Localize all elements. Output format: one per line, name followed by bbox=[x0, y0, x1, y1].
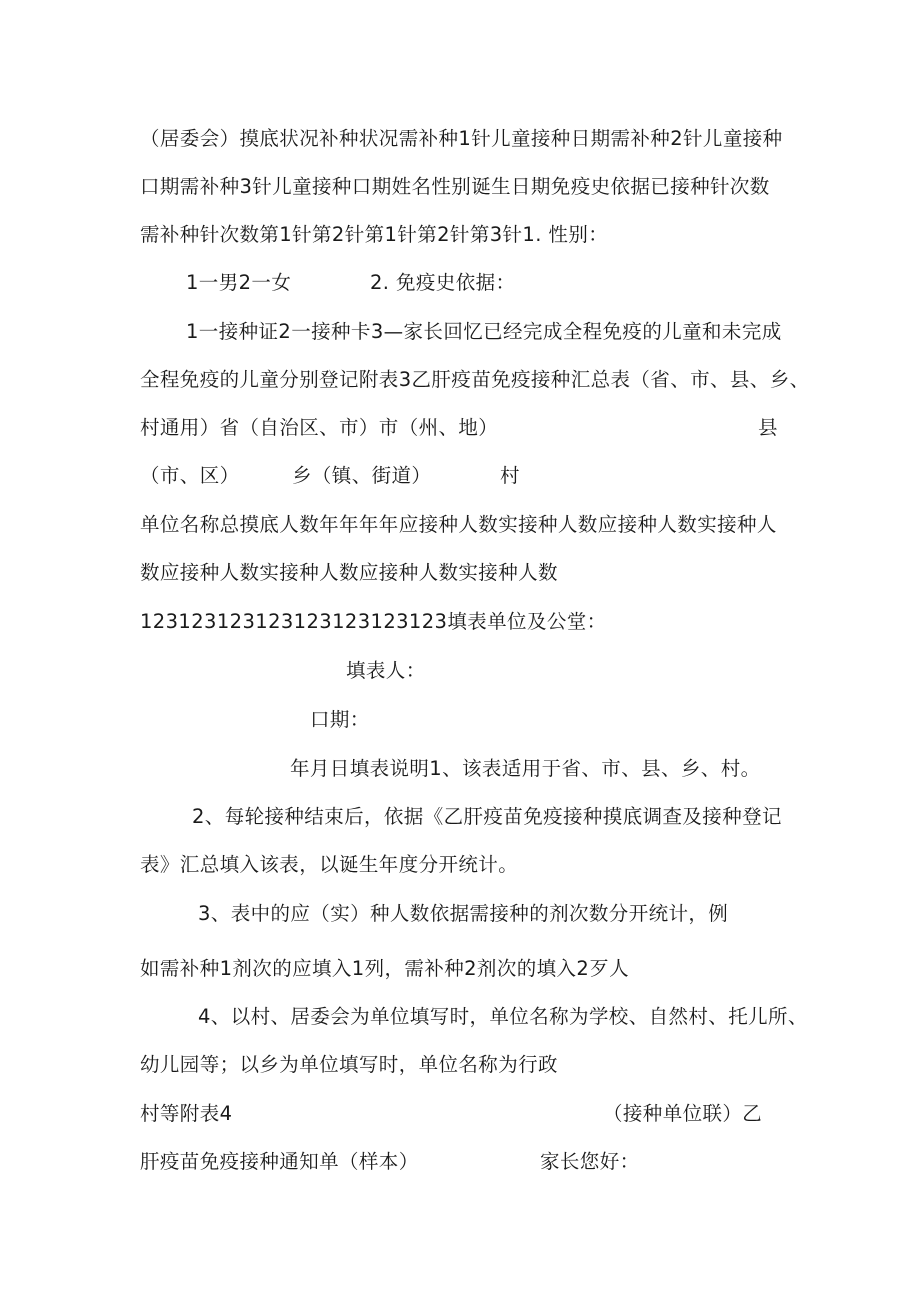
text-line: 1一接种证2一接种卡3—家长回忆已经完成全程免疫的儿童和未完成 bbox=[186, 320, 782, 343]
text-line: 全程免疫的儿童分别登记附表3乙肝疫苗免疫接种汇总表（省、市、县、乡、 bbox=[140, 368, 810, 391]
text-line: 如需补种1剂次的应填入1列，需补种2剂次的填入2歹人 bbox=[140, 957, 630, 980]
text-line: 3、表中的应（实）种人数依据需接种的剂次数分开统计，例 bbox=[198, 902, 729, 925]
text-line: 数应接种人数实接种人数应接种人数实接种人数 bbox=[140, 561, 558, 584]
text-line: （居委会）摸底状况补种状况需补种1针儿童接种日期需补种2针儿童接种 bbox=[140, 127, 783, 150]
text-line: 口期需补种3针儿童接种口期姓名性别诞生日期免疫史依据已接种针次数 bbox=[140, 175, 770, 198]
text-line: 村通用）省（自治区、市）市（州、地） bbox=[140, 416, 499, 439]
text-line: （接种单位联）乙 bbox=[603, 1102, 763, 1125]
text-line: 乡（镇、街道） bbox=[292, 464, 432, 487]
text-line: 单位名称总摸底人数年年年年应接种人数实接种人数应接种人数实接种人 bbox=[140, 513, 777, 536]
text-line: 口期： bbox=[310, 708, 370, 731]
text-line: （市、区） bbox=[140, 464, 240, 487]
text-line: 需补种针次数第1针第2针第1针第2针第3针1. 性别： bbox=[140, 223, 609, 246]
text-line: 填表人： bbox=[346, 659, 426, 682]
text-line: 县 bbox=[758, 416, 778, 439]
text-line: 4、以村、居委会为单位填写时，单位名称为学校、自然村、托儿所、 bbox=[198, 1005, 808, 1028]
text-line: 肝疫苗免疫接种通知单（样本） bbox=[140, 1150, 419, 1173]
text-line: 年月日填表说明1、该表适用于省、市、县、乡、村。 bbox=[290, 757, 761, 780]
text-line: 123123123123123123123123填表单位及公堂： bbox=[140, 610, 607, 633]
text-line: 家长您好： bbox=[540, 1150, 640, 1173]
text-line: 幼儿园等；以乡为单位填写时，单位名称为行政 bbox=[140, 1053, 558, 1076]
text-line: 村等附表4 bbox=[140, 1102, 233, 1125]
text-line: 表》汇总填入该表，以诞生年度分开统计。 bbox=[140, 853, 519, 876]
text-line: 1一男2一女 bbox=[186, 271, 292, 294]
text-line: 村 bbox=[500, 464, 520, 487]
text-line: 2、每轮接种结束后，依据《乙肝疫苗免疫接种摸底调查及接种登记 bbox=[192, 805, 782, 828]
text-line: 2. 免疫史依据： bbox=[370, 271, 516, 294]
